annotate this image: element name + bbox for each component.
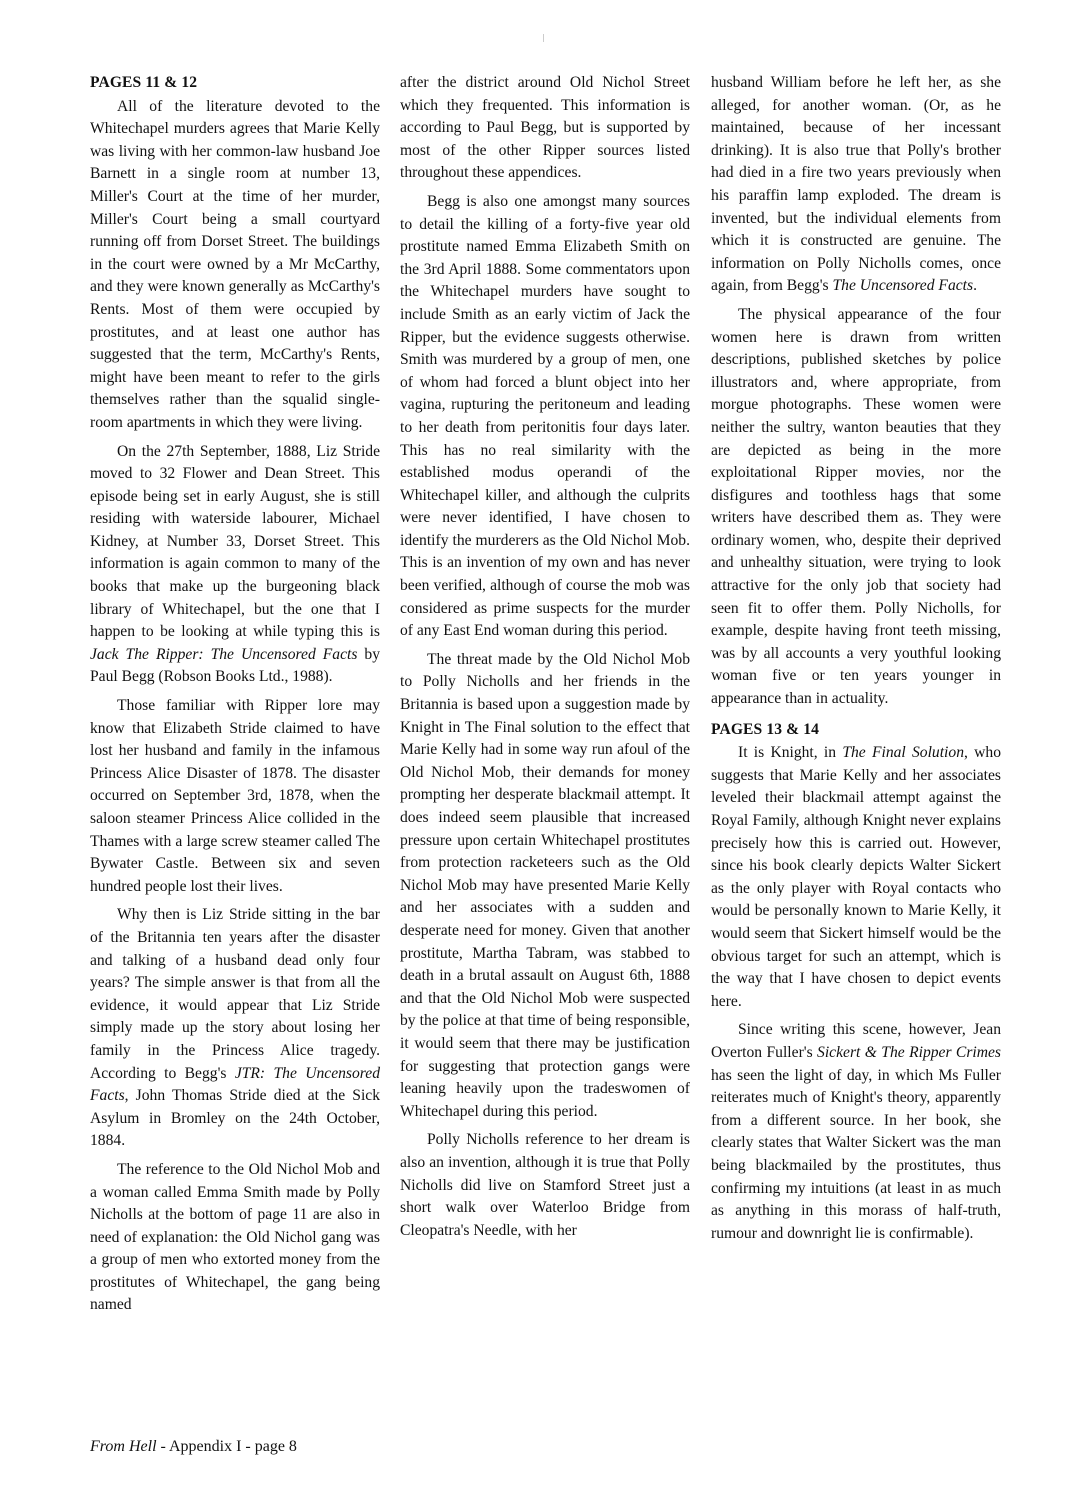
paragraph: Since writing this scene, however, Jean Overton Fuller's Sickert & The Ripper Crimes has seen the light of day, in which Ms Fuller reiterates much of Knight's theory, apparently from a different source. In her book, she clearly states that Walter Sickert was the man being blackmailed by the prostitutes, thus confirming my intuitions (at least in as much as anything in this morass of half-truth, rumour and downright lie is confirmable). xyxy=(711,1021,1001,1242)
paragraph: The threat made by the Old Nichol Mob to Polly Nicholls and her friends in the Britannia is based upon a suggestion made by Knight in The Final solution to the effect that Marie Kelly had in some way run afoul of the Old Nichol Mob, their demands for money prompting her desperate blackmail attempt. It does indeed seem plausible that increased pressure upon certain Whitechapel prostitutes from protection racketeers such as the Old Nichol Mob may have presented Marie Kelly and her associates with a sudden and desperate need for money. Given that another prostitute, Martha Tabram, was stabbed to death in a brutal assault on August 6th, 1888 and that the Old Nichol Mob were suspected by the police at that time of being responsible, it would seem that there may be justification for suggesting that protection gangs were leaning heavily upon the tradeswomen of Whitechapel during this period. xyxy=(400,650,690,1120)
column-1 xyxy=(90,72,380,1323)
section-heading-pages-11-12: PAGES 11 & 12 xyxy=(90,74,198,91)
book-title: Jack The Ripper: The Uncensored Facts xyxy=(90,645,358,663)
column-3 xyxy=(711,72,1001,1251)
section-heading-pages-13-14: PAGES 13 & 14 xyxy=(711,720,820,738)
footer-title: From Hell xyxy=(90,1438,157,1455)
book-title: The Uncensored Facts xyxy=(832,277,974,295)
paragraph: All of the literature devoted to the Whitechapel murders agrees that Marie Kelly was living with her common-law husband Joe Barnett in a single room at number 13, Miller's Court at the time of her murder, Miller's Court being a small courtyard running off from Dorset Street. The buildings in the court were owned by a Mr McCarthy, and they were known generally as McCarthy's Rents. Most of them were occupied by prostitutes, and at least one author has suggested that the term, McCarthy's Rents, might have been meant to refer to the girls themselves rather than the squalid single-room apartments in which they were living. xyxy=(90,97,380,431)
book-title: JTR: The Uncensored Facts xyxy=(90,1064,380,1105)
paragraph: husband William before he left her, as she alleged, for another woman. (Or, as he maintained, because of her incessant drinking). It is also true that Polly's brother had died in a fire two years previously when his paraffin lamp exploded. The dream is invented, but the individual elements from which it is constructed are genuine. The information on Polly Nicholls comes, once again, from Begg's The Uncensored Facts. xyxy=(711,74,1001,295)
paragraph: The physical appearance of the four women here is drawn from written descriptions, published sketches by police illustrators and, where appropriate, from morgue photographs. These women were neither the sultry, wanton beauties that they are depicted as being in the more exploitational Ripper movies, nor the disfigures and toothless hags that some writers have described them as. They were ordinary women, who, despite their deprived and unhealthy situation, were trying to look attractive for the only job that society had seen fit to offer them. Polly Nicholls, for example, despite having front teeth missing, was by all accounts a very youthful looking woman five or ten years younger in appearance than in actuality. xyxy=(711,305,1001,708)
page-footer xyxy=(90,1437,297,1457)
column-2 xyxy=(400,72,690,1248)
book-title: Sickert & The Ripper Crimes xyxy=(817,1043,1001,1061)
paragraph: On the 27th September, 1888, Liz Stride moved to 32 Flower and Dean Street. This episode being set in early August, she is still residing with waterside labourer, Michael Kidney, at Number 33, Dorset Street. This information is again common to many of the books that make up the burgeoning black library of Whitechapel, but the one that I happen to be looking at while typing this is Jack The Ripper: The Uncensored Facts by Paul Begg (Robson Books Ltd., 1988). xyxy=(90,442,380,686)
paragraph: Why then is Liz Stride sitting in the bar of the Britannia ten years after the disaster and talking of a husband dead only four years? The simple answer is that from all the evidence, it would appear that Liz Stride simply made up the story about losing her family in the Princess Alice tragedy. According to Begg's JTR: The Uncensored Facts, John Thomas Stride died at the Sick Asylum in Bromley on the 24th October, 1884. xyxy=(90,906,380,1150)
crop-mark xyxy=(543,34,544,42)
book-title: The Final Solution xyxy=(842,744,964,762)
paragraph: The reference to the Old Nichol Mob and a woman called Emma Smith made by Polly Nicholls at the bottom of page 11 are also in need of explanation: the Old Nichol gang was a group of men who extorted money from the prostitutes of Whitechapel, the gang being named xyxy=(90,1160,380,1314)
footer-page-label: - Appendix I - page 8 xyxy=(156,1438,297,1455)
paragraph: Those familiar with Ripper lore may know that Elizabeth Stride claimed to have lost her husband and family in the infamous Princess Alice Disaster of 1878. The disaster occurred on September 3rd, 1878, when the saloon steamer Princess Alice collided in the Thames with a large screw steamer called The Bywater Castle. Between six and seven hundred people lost their lives. xyxy=(90,697,380,895)
paragraph: after the district around Old Nichol Street which they frequented. This information is according to Paul Begg, but is supported by most of the other Ripper sources listed throughout these appendices. xyxy=(400,74,690,182)
paragraph: Polly Nicholls reference to her dream is also an invention, although it is true that Polly Nicholls did live on Stamford Street just a short walk over Waterloo Bridge from Cleopatra's Needle, with her xyxy=(400,1131,690,1239)
paragraph: Begg is also one amongst many sources to detail the killing of a forty-five year old prostitute named Emma Elizabeth Smith on the 3rd April 1888. Some commentators upon the Whitechapel murders have sought to include Smith as an early victim of Jack the Ripper, but the evidence suggests otherwise. Smith was murdered by a group of men, one of whom had forced a blunt object into her vagina, rupturing the peritoneum and leading to her death from peritonitis four days later. This has no real similarity with the established modus operandi of the Whitechapel killer, and although the culprits were never identified, I have chosen to identify the murderers as the Old Nichol Mob. This is an invention of my own and has never been verified, although of course the mob was considered as prime suspects for the murder of any East End woman during this period. xyxy=(400,192,690,640)
paragraph: It is Knight, in The Final Solution, who suggests that Marie Kelly and her associates leveled their blackmail attempt against the Royal Family, although Knight never explains precisely how this is carried out. However, since his book clearly depicts Walter Sickert as the only player with Royal contacts who would be personally known to Marie Kelly, it would seem that Sickert himself would be the obvious target for such an attempt, which is the way that I have chosen to depict events here. xyxy=(711,744,1001,1010)
